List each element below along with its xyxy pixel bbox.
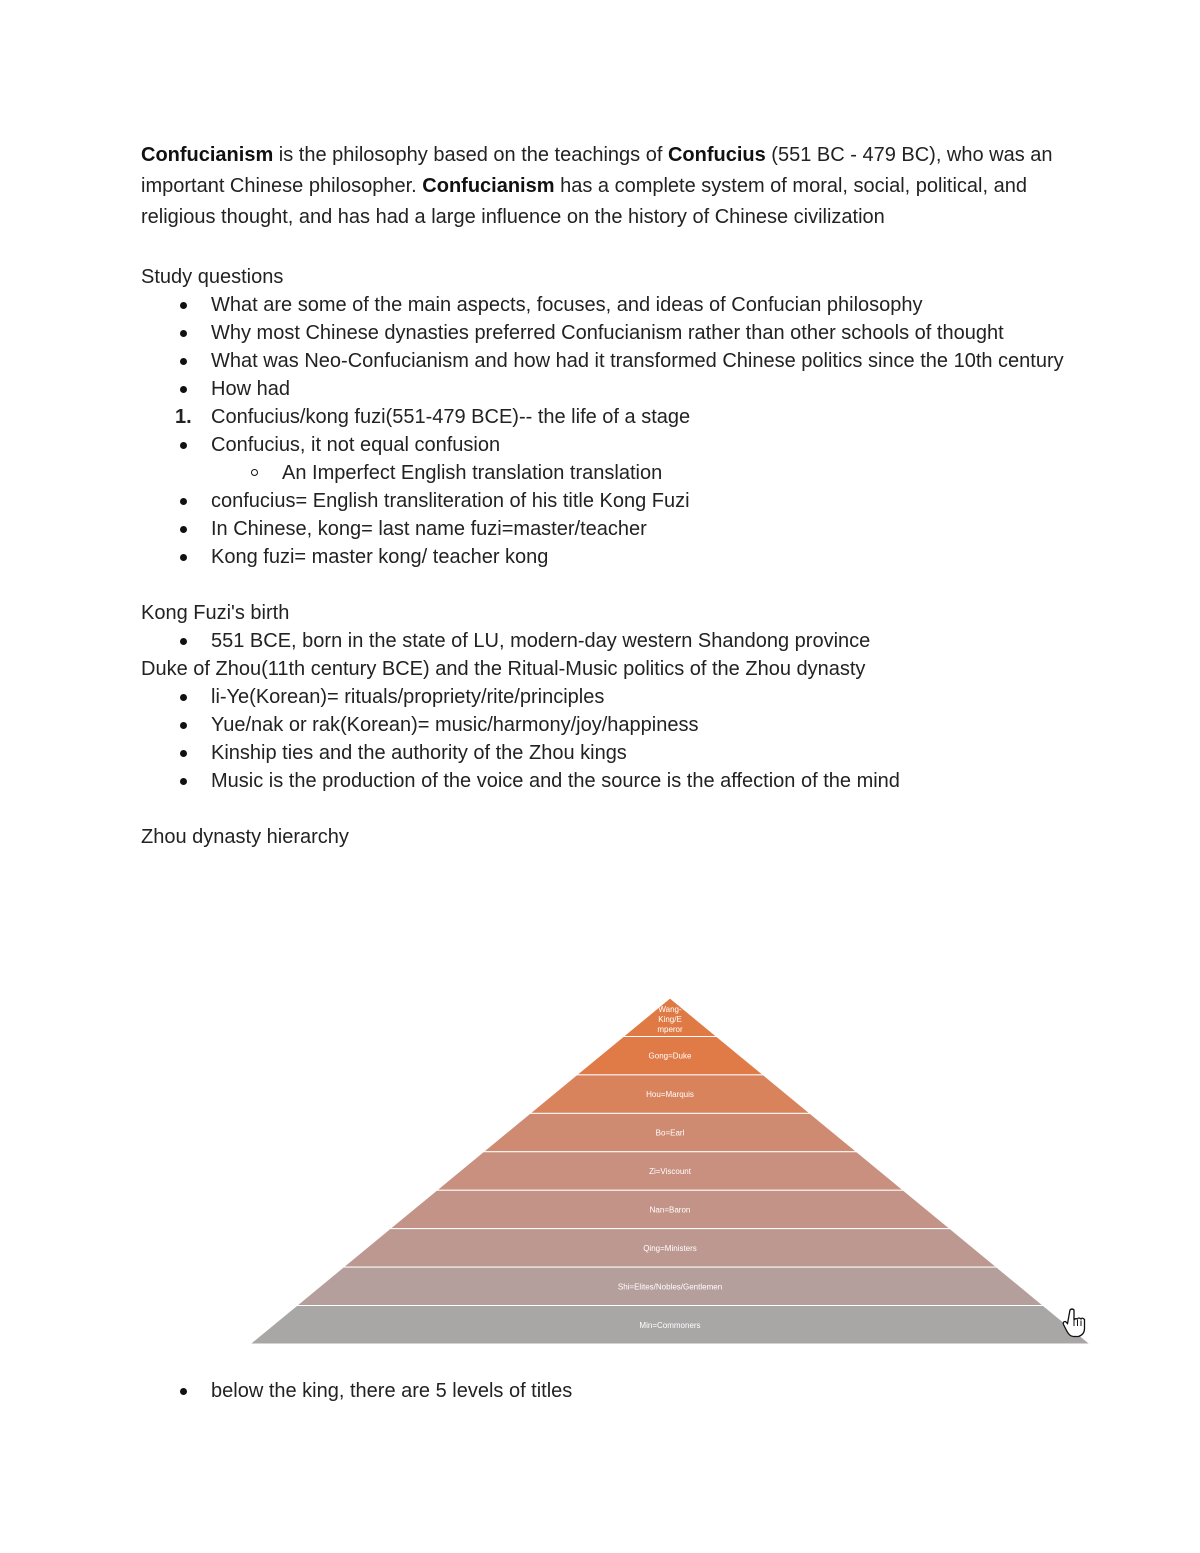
pyramid-layer-label: Nan=Baron — [649, 1205, 691, 1215]
sub-list-item: An Imperfect English translation translation — [141, 459, 1071, 487]
list-item: Kong fuzi= master kong/ teacher kong — [141, 543, 1071, 571]
pyramid-layer-label: Gong=Duke — [648, 1051, 692, 1061]
study-questions-list — [141, 291, 1071, 571]
numbered-item-text: Confucius/kong fuzi(551-479 BCE)-- the life of a stage — [211, 406, 691, 428]
intro-paragraph — [141, 140, 1071, 233]
duke-list — [141, 683, 1071, 795]
list-item: 551 BCE, born in the state of LU, modern-day western Shandong province — [141, 627, 1071, 655]
pyramid-layer-label: Hou=Marquis — [646, 1090, 694, 1100]
pyramid-layer-label: Min=Commoners — [639, 1320, 701, 1330]
list-item: What was Neo-Confucianism and how had it transformed Chinese politics since the 10th century — [141, 347, 1071, 375]
birth-list — [141, 627, 1071, 655]
list-item: How had — [141, 375, 1071, 403]
list-item: li-Ye(Korean)= rituals/propriety/rite/principles — [141, 683, 1071, 711]
list-item: Why most Chinese dynasties preferred Confucianism rather than other schools of thought — [141, 319, 1071, 347]
bottom-list — [141, 1377, 1071, 1405]
list-item: Kinship ties and the authority of the Zhou kings — [141, 739, 1071, 767]
list-item: In Chinese, kong= last name fuzi=master/teacher — [141, 515, 1071, 543]
pyramid-layer-label: Bo=Earl — [655, 1128, 685, 1138]
birth-heading: Kong Fuzi's birth — [141, 602, 290, 624]
pyramid-layer-label: Zi=Viscount — [649, 1167, 691, 1176]
intro-term-confucianism-2: Confucianism — [422, 175, 555, 197]
numbered-item — [141, 403, 1071, 431]
intro-text-3: has a complete system of moral, social, political, and religious thought, and has had a large influence on the history of Chinese civilization — [141, 175, 1027, 228]
hierarchy-pyramid — [250, 990, 1090, 1345]
list-item: confucius= English transliteration of his title Kong Fuzi — [141, 487, 1071, 515]
pyramid-layer-label: Wang-King/E mperor — [657, 1005, 683, 1034]
bottom-notes — [141, 1377, 1071, 1405]
list-item: What are some of the main aspects, focuses, and ideas of Confucian philosophy — [141, 291, 1071, 319]
hierarchy-heading: Zhou dynasty hierarchy — [141, 826, 349, 848]
list-item: below the king, there are 5 levels of titles — [141, 1377, 1071, 1405]
hand-cursor-icon — [1062, 1308, 1088, 1343]
document-body — [141, 140, 1071, 851]
pyramid-layer-label: Qing=Ministers — [643, 1243, 697, 1253]
list-item: Confucius, it not equal confusion — [141, 431, 1071, 459]
list-item: Yue/nak or rak(Korean)= music/harmony/joy/happiness — [141, 711, 1071, 739]
intro-term-confucius: Confucius — [667, 144, 766, 166]
pyramid-layer-label: Shi=Elites/Nobles/Gentlemen — [617, 1282, 723, 1292]
intro-term-confucianism: Confucianism — [141, 144, 274, 166]
list-item: Music is the production of the voice and the source is the affection of the mind — [141, 767, 1071, 795]
study-questions-heading: Study questions — [141, 266, 284, 288]
intro-text-2: (551 BC - 479 BC), who was an important Chinese philosopher. — [141, 144, 1053, 197]
list-number: 1. — [175, 406, 192, 428]
intro-text-1: is the philosophy based on the teachings of — [273, 144, 668, 166]
duke-heading: Duke of Zhou(11th century BCE) and the Ritual-Music politics of the Zhou dynasty — [141, 658, 866, 680]
